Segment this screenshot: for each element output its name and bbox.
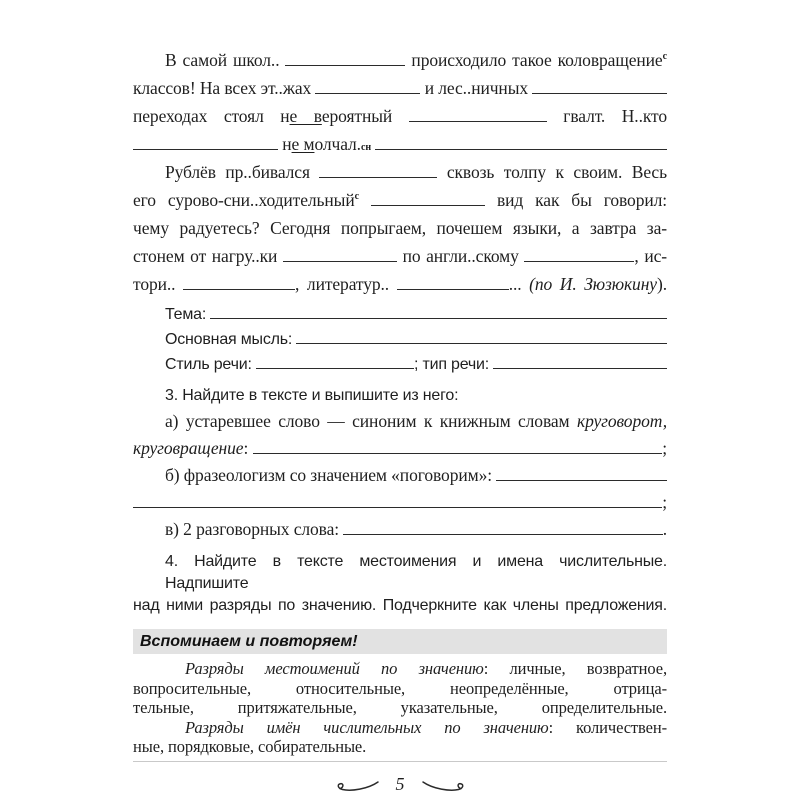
flourish-left-icon [334,777,384,794]
flourish-right-icon [421,777,467,794]
text-segment: происходило такое коловращение [405,50,663,70]
text-line [133,737,667,757]
text-segment: тори.. [133,274,184,294]
page-footer [133,774,667,795]
text-segment: ; тип речи: [413,356,494,373]
text-line [133,516,667,543]
fill-in-blank [524,260,634,262]
fill-in-blank [493,367,667,369]
text-segment: (по И. Зюзюкину [529,274,657,294]
task-4-instruction [133,551,672,617]
text-segment: стонем от нагру..ки [133,246,283,266]
task-3-items [133,408,667,543]
text-segment: классов! На всех эт..жах [133,78,316,98]
text-segment: е м [291,134,315,154]
text-segment: Разряды местоимений по значению [185,659,484,678]
reminder-box [133,629,667,762]
text-segment: круговорот, [576,411,667,431]
text-segment: и лес..ничных [420,78,533,98]
text-segment: . [662,519,667,539]
text-segment: переходах стоял н [133,106,290,126]
text-segment: вопросительные, относительные, неопределённые, отрица- [133,678,667,698]
fill-in-blank [409,120,547,122]
fill-in-blank [496,479,667,481]
fill-in-blank [133,148,278,150]
text-segment: ). [656,274,667,294]
task-3-heading [133,383,667,408]
fill-in-blank [183,288,295,290]
text-segment: 4. Найдите в тексте местоимения и имена числительные. Надпишите [165,553,672,592]
text-segment: над ними разряды по значению. Подчеркните как члены предложения. [133,597,667,614]
text-line [133,679,667,699]
text-segment: тельные, притяжательные, указательные, определительные. [133,698,667,717]
text-segment: олчал. [314,134,361,154]
text-line: н е м олчал. сн [133,130,667,158]
text-segment: по англи..скому [396,246,525,266]
text-line [133,158,667,186]
text-line [133,595,667,617]
text-segment: ные, порядковые, собирательные. [133,737,367,756]
text-segment [371,130,375,158]
fill-in-blank [532,92,667,94]
text-line [133,102,667,130]
fill-in-blank [253,452,663,454]
editorial-mark: с [662,51,668,63]
text-segment: В самой школ.. [165,50,286,70]
text-line [133,242,667,270]
fill-in-blank [315,92,420,94]
text-segment: Рублёв пр..бивался [165,162,320,182]
dictation-paragraph-2 [133,158,667,298]
text-segment: Основная мысль: [165,331,297,348]
divider-rule [133,761,667,762]
text-segment: , литератур.. [295,274,397,294]
text-segment: ; [662,438,667,458]
text-segment: , ис- [634,246,667,266]
analysis-form [133,302,667,377]
dictation-paragraph-1 [133,46,667,158]
text-line [133,302,667,327]
fill-in-blank [397,288,509,290]
fill-in-blank [343,533,662,535]
text-segment: н [278,134,292,154]
text-line [133,435,667,462]
fill-in-blank [371,204,485,206]
text-segment: : [243,438,253,458]
text-segment: вид как бы говорил: [485,190,668,210]
text-segment: : личные, возвратное, [483,659,667,678]
editorial-mark: с [354,191,360,203]
fill-in-blank [285,64,405,66]
text-segment: а) устаревшее слово — синоним к книжным словам [165,411,577,431]
fill-in-blank [283,260,397,262]
text-line [133,327,667,352]
reminder-header: Вспоминаем и повторяем! [133,629,667,654]
text-segment: гвалт. Н..кто [546,106,667,126]
fill-in-blank [319,176,437,178]
text-segment: : количествен- [548,717,667,737]
text-segment: сквозь толпу к своим. Весь [437,162,667,182]
text-line [133,74,667,102]
text-line [133,551,672,595]
text-segment: б) фразеологизм со значением «поговорим»: [165,465,497,485]
text-segment: чему радуетесь? Сегодня попрыгаем, почешем языки, а завтра за- [133,218,667,238]
fill-in-blank [375,148,667,150]
text-line [133,462,667,489]
text-line [133,718,667,738]
text-line [133,698,667,718]
text-segment: Стиль речи: [165,356,256,373]
text-line [133,270,667,298]
text-line [133,214,667,242]
text-segment: 3. Найдите в тексте и выпишите из него: [165,387,459,404]
text-segment: круговращение [133,438,244,458]
fill-in-blank [256,367,414,369]
text-segment [359,190,371,210]
text-segment: ... [508,274,530,294]
text-segment: Тема: [165,306,211,323]
text-line [133,352,667,377]
text-line [133,46,667,74]
text-segment: его сурово-сни..ходительный [133,190,355,210]
text-line [133,659,667,679]
text-segment: в) 2 разговорных слова: [165,519,344,539]
text-line [133,489,667,516]
fill-in-blank [133,506,662,508]
text-segment: ероятный [321,106,409,126]
fill-in-blank [296,342,667,344]
text-line [133,383,667,408]
text-segment: ; [662,492,667,512]
fill-in-blank [210,317,667,319]
text-segment: Разряды имён числительных по значению [185,717,549,737]
text-line [133,408,667,435]
text-segment: е в [289,106,322,126]
text-line [133,186,667,214]
page-number: 5 [395,773,405,794]
reminder-body [133,659,667,757]
